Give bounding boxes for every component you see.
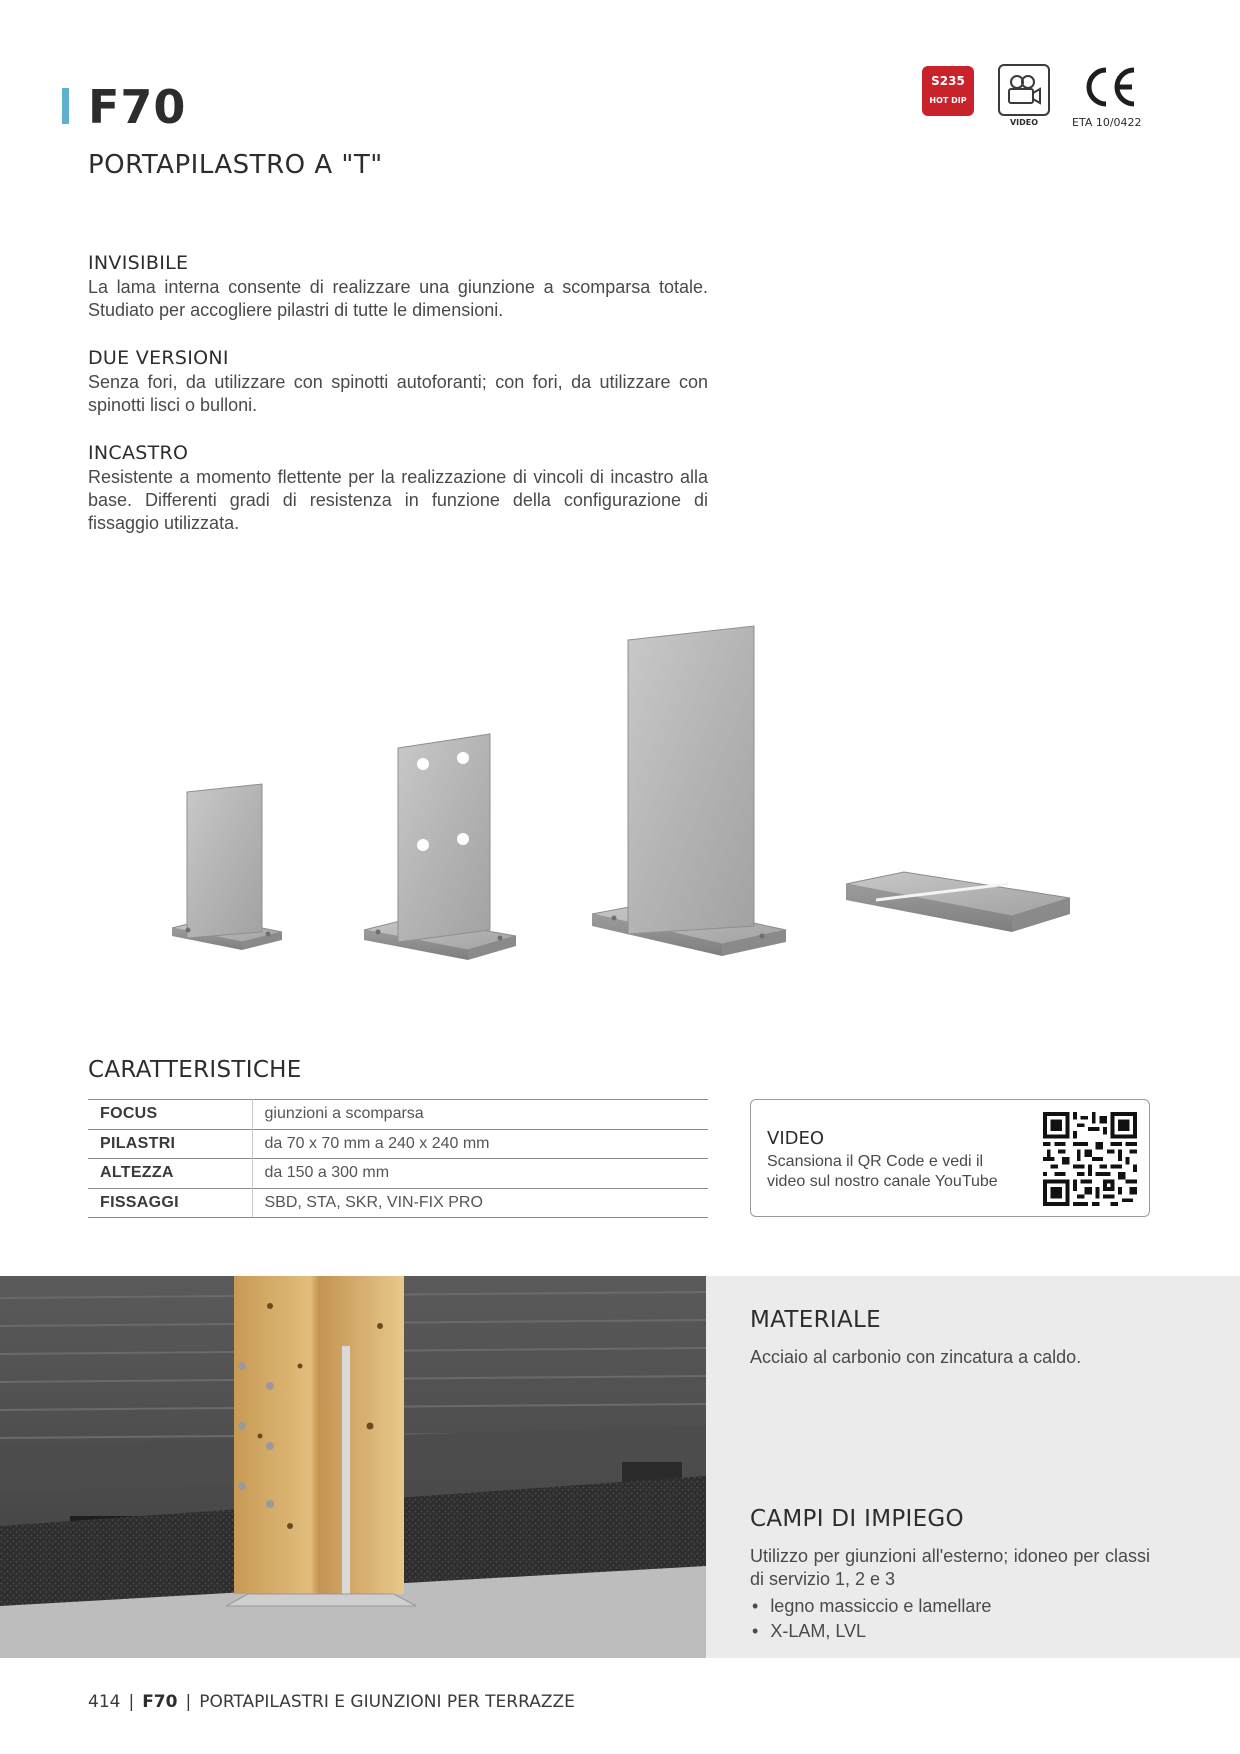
row-key: FOCUS xyxy=(88,1100,252,1130)
bracket-tall xyxy=(592,626,786,956)
material-text: Acciaio al carbonio con zincatura a caldo. xyxy=(750,1347,1082,1367)
feature-text: La lama interna consente di realizzare una giunzione a scomparsa totale. Studiato per accogliere pilastri di tutte le dimensioni. xyxy=(88,277,708,320)
applications-text: Utilizzo per giunzioni all'esterno; idoneo per classi di servizio 1, 2 e 3 xyxy=(750,1546,1150,1589)
feature-incastro xyxy=(88,442,708,535)
list-item: • legno massiccio e lamellare xyxy=(750,1594,991,1619)
feature-title: DUE VERSIONI xyxy=(88,347,229,369)
feature-title: INVISIBILE xyxy=(88,252,189,274)
video-camera-icon[interactable] xyxy=(998,64,1050,116)
feature-due-versioni xyxy=(88,347,708,417)
row-value: SBD, STA, SKR, VIN-FIX PRO xyxy=(252,1188,708,1218)
row-key: ALTEZZA xyxy=(88,1159,252,1189)
product-subtitle: PORTAPILASTRO A "T" xyxy=(88,150,383,180)
qr-code-icon[interactable] xyxy=(1043,1112,1137,1206)
row-value: da 70 x 70 mm a 240 x 240 mm xyxy=(252,1129,708,1159)
page-footer: 414 | F70 | PORTAPILASTRI E GIUNZIONI PER TERRAZZE xyxy=(88,1692,575,1712)
table-row xyxy=(88,1129,708,1159)
page-number: 414 xyxy=(88,1692,121,1712)
eta-label: ETA 10/0422 xyxy=(1072,116,1142,129)
row-key: PILASTRI xyxy=(88,1129,252,1159)
applications-title: CAMPI DI IMPIEGO xyxy=(750,1506,964,1532)
ce-mark-icon xyxy=(1080,64,1138,115)
table-row xyxy=(88,1100,708,1130)
row-value: giunzioni a scomparsa xyxy=(252,1100,708,1130)
bracket-medium-holed xyxy=(364,734,516,960)
table-row xyxy=(88,1159,708,1189)
footer-section: PORTAPILASTRI E GIUNZIONI PER TERRAZZE xyxy=(199,1692,575,1712)
feature-text: Senza fori, da utilizzare con spinotti autoforanti; con fori, da utilizzare con spinotti lisci o bulloni. xyxy=(88,372,708,415)
title-accent-bar xyxy=(62,88,69,124)
feature-invisibile xyxy=(88,252,708,322)
installation-photo xyxy=(0,1276,706,1658)
video-box xyxy=(750,1099,1150,1217)
feature-title: INCASTRO xyxy=(88,442,189,464)
product-code: F70 xyxy=(88,80,187,134)
characteristics-title: CARATTERISTICHE xyxy=(88,1057,302,1083)
footer-product-code: F70 xyxy=(142,1692,178,1712)
table-row xyxy=(88,1188,708,1218)
finish-label: HOT DIP xyxy=(929,96,967,105)
base-plate xyxy=(846,872,1070,932)
characteristics-table xyxy=(88,1099,708,1218)
video-title: VIDEO xyxy=(767,1128,825,1149)
bracket-small xyxy=(172,784,282,950)
applications-list xyxy=(750,1594,991,1644)
row-key: FISSAGGI xyxy=(88,1188,252,1218)
steel-grade-label: S235 xyxy=(931,74,965,88)
video-badge-label: VIDEO xyxy=(1009,118,1039,127)
steel-grade-badge xyxy=(922,66,974,116)
video-text: Scansiona il QR Code e vedi il video sul nostro canale YouTube xyxy=(767,1153,998,1190)
material-title: MATERIALE xyxy=(750,1307,881,1333)
info-panel xyxy=(706,1276,1240,1658)
list-item: • X-LAM, LVL xyxy=(750,1619,991,1644)
row-value: da 150 a 300 mm xyxy=(252,1159,708,1189)
feature-text: Resistente a momento flettente per la realizzazione di vincoli di incastro alla base. Differenti gradi di resistenza in funzione della configurazione di fissaggio utilizzata. xyxy=(88,467,708,533)
product-images xyxy=(150,600,1090,990)
